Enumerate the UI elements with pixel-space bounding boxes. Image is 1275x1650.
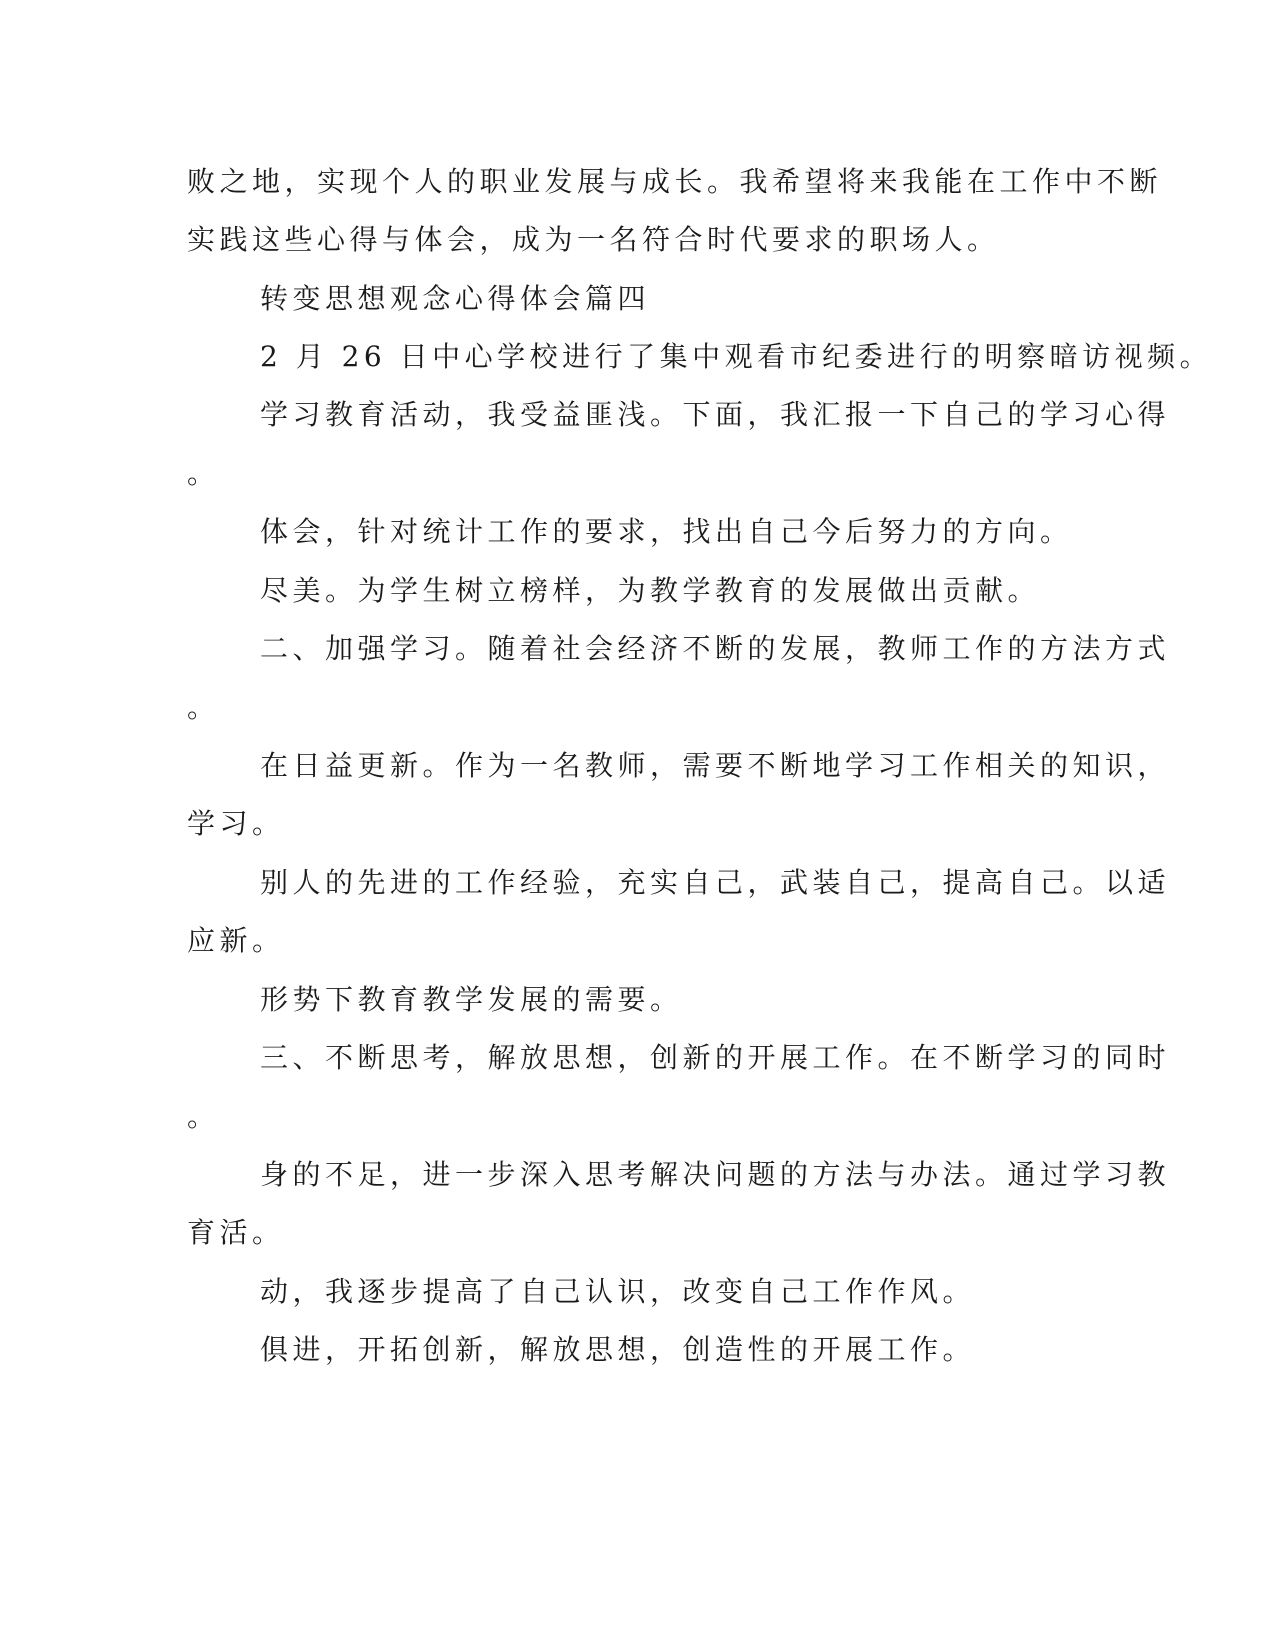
body-line-5: 学习教育活动，我受益匪浅。下面，我汇报一下自己的学习心得 [260, 398, 1171, 431]
body-line-21: 俱进，开拓创新，解放思想，创造性的开展工作。 [260, 1333, 976, 1366]
body-line-11: 在日益更新。作为一名教师，需要不断地学习工作相关的知识， [260, 749, 1171, 782]
body-line-12: 学习。 [187, 807, 285, 840]
body-line-15: 形势下教育教学发展的需要。 [260, 983, 683, 1016]
body-line-14: 应新。 [187, 924, 285, 957]
body-line-1: 败之地，实现个人的职业发展与成长。我希望将来我能在工作中不断 [187, 165, 1163, 198]
body-line-10: 。 [187, 691, 220, 724]
body-line-13: 别人的先进的工作经验，充实自己，武装自己，提高自己。以适 [260, 866, 1171, 899]
body-line-17: 。 [187, 1100, 220, 1133]
body-line-20: 动，我逐步提高了自己认识，改变自己工作作风。 [260, 1275, 976, 1308]
body-line-18: 身的不足，进一步深入思考解决问题的方法与办法。通过学习教 [260, 1158, 1171, 1191]
body-line-6: 。 [187, 457, 220, 490]
body-line-7: 体会，针对统计工作的要求，找出自己今后努力的方向。 [260, 515, 1073, 548]
body-line-19: 育活。 [187, 1216, 285, 1249]
body-line-16: 三、不断思考，解放思想，创新的开展工作。在不断学习的同时 [260, 1041, 1171, 1074]
body-line-9: 二、加强学习。随着社会经济不断的发展，教师工作的方法方式 [260, 632, 1171, 665]
body-line-8: 尽美。为学生树立榜样，为教学教育的发展做出贡献。 [260, 574, 1041, 607]
section-heading: 转变思想观念心得体会篇四 [260, 282, 651, 315]
body-line-4: 2 月 26 日中心学校进行了集中观看市纪委进行的明察暗访视频。 [260, 340, 1213, 373]
body-line-2: 实践这些心得与体会，成为一名符合时代要求的职场人。 [187, 223, 1000, 256]
